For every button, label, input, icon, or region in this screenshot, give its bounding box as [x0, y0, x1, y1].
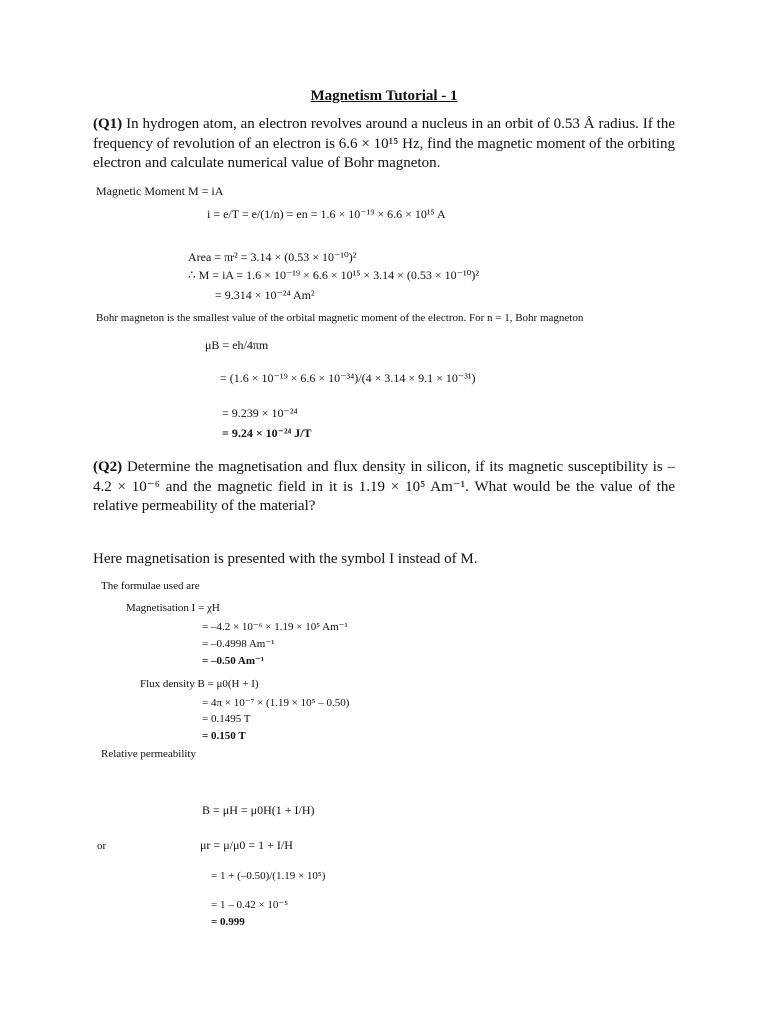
q2-mur-step-1: = 1 + (–0.50)/(1.19 × 10⁵) — [211, 870, 326, 882]
q1-area-eq: Area = πr² = 3.14 × (0.53 × 10⁻¹⁰)² — [188, 250, 357, 264]
q2-mur-eq: μr = μ/μ0 = 1 + I/H — [200, 838, 293, 852]
q1-magnetic-moment-label: Magnetic Moment M = iA — [96, 184, 224, 198]
q2-text: Determine the magnetisation and flux density in silicon, if its magnetic susceptibility is – 4.2 × 10⁻⁶ and the magnetic field in it is 1.19 × 10⁵ Am⁻¹. What would be the value of the relative permeability of the material? — [93, 459, 675, 514]
q2-relative-permeability-label: Relative permeability — [101, 748, 196, 760]
q1-bohr-text: Bohr magneton is the smallest value of the orbital magnetic moment of the electron. For n = 1, Bohr magneton — [96, 312, 584, 324]
q2-question — [93, 458, 675, 517]
q1-bohr-substitution: = (1.6 × 10⁻¹⁹ × 6.6 × 10⁻³⁴)/(4 × 3.14 × 9.1 × 10⁻³¹) — [220, 371, 476, 385]
q2-flux-step-2: = 0.1495 T — [202, 713, 251, 725]
q2-flux-step-1: = 4π × 10⁻⁷ × (1.19 × 10⁵ – 0.50) — [202, 697, 350, 709]
q1-current-eq: i = e/T = e/(1/n) = en = 1.6 × 10⁻¹⁹ × 6.6 × 10¹⁵ A — [207, 207, 446, 221]
q2-or-label: or — [97, 840, 107, 852]
q2-note: Here magnetisation is presented with the symbol I instead of M. — [93, 551, 478, 567]
q2-label: (Q2) — [93, 459, 123, 475]
q2-mag-step-1: = –4.2 × 10⁻⁶ × 1.19 × 10⁵ Am⁻¹ — [202, 621, 348, 633]
q1-moment-eq: ∴ M = iA = 1.6 × 10⁻¹⁹ × 6.6 × 10¹⁵ × 3.14 × (0.53 × 10⁻¹⁰)² — [188, 268, 480, 282]
q2-b-eq: B = μH = μ0H(1 + I/H) — [202, 803, 315, 817]
q1-question — [93, 115, 675, 174]
q2-flux-label: Flux density B = μ0(H + I) — [140, 678, 259, 690]
q2-mur-result: = 0.999 — [211, 916, 245, 928]
q1-text: In hydrogen atom, an electron revolves around a nucleus in an orbit of 0.53 Å radius. If the frequency of revolution of an electron is 6.6 × 10¹⁵ Hz, find the magnetic moment of the orbiting electron and calculate numerical value of Bohr magneton. — [93, 116, 676, 171]
q2-mag-result: = –0.50 Am⁻¹ — [202, 655, 265, 667]
q1-moment-result: = 9.314 × 10⁻²⁴ Am² — [215, 288, 315, 302]
q1-bohr-result-2: = 9.24 × 10⁻²⁴ J/T — [222, 426, 312, 440]
q2-magnetisation-label: Magnetisation I = χH — [126, 602, 220, 614]
q2-mur-step-2: = 1 – 0.42 × 10⁻⁵ — [211, 899, 289, 911]
q2-mag-step-2: = –0.4998 Am⁻¹ — [202, 638, 275, 650]
q2-formulae-label: The formulae used are — [101, 580, 200, 592]
q1-label: (Q1) — [93, 116, 123, 132]
q1-bohr-result-1: = 9.239 × 10⁻²⁴ — [222, 406, 298, 420]
q2-flux-result: = 0.150 T — [202, 730, 246, 742]
page-title: Magnetism Tutorial - 1 — [310, 88, 458, 104]
q1-bohr-formula: μB = eh/4πm — [205, 338, 269, 352]
